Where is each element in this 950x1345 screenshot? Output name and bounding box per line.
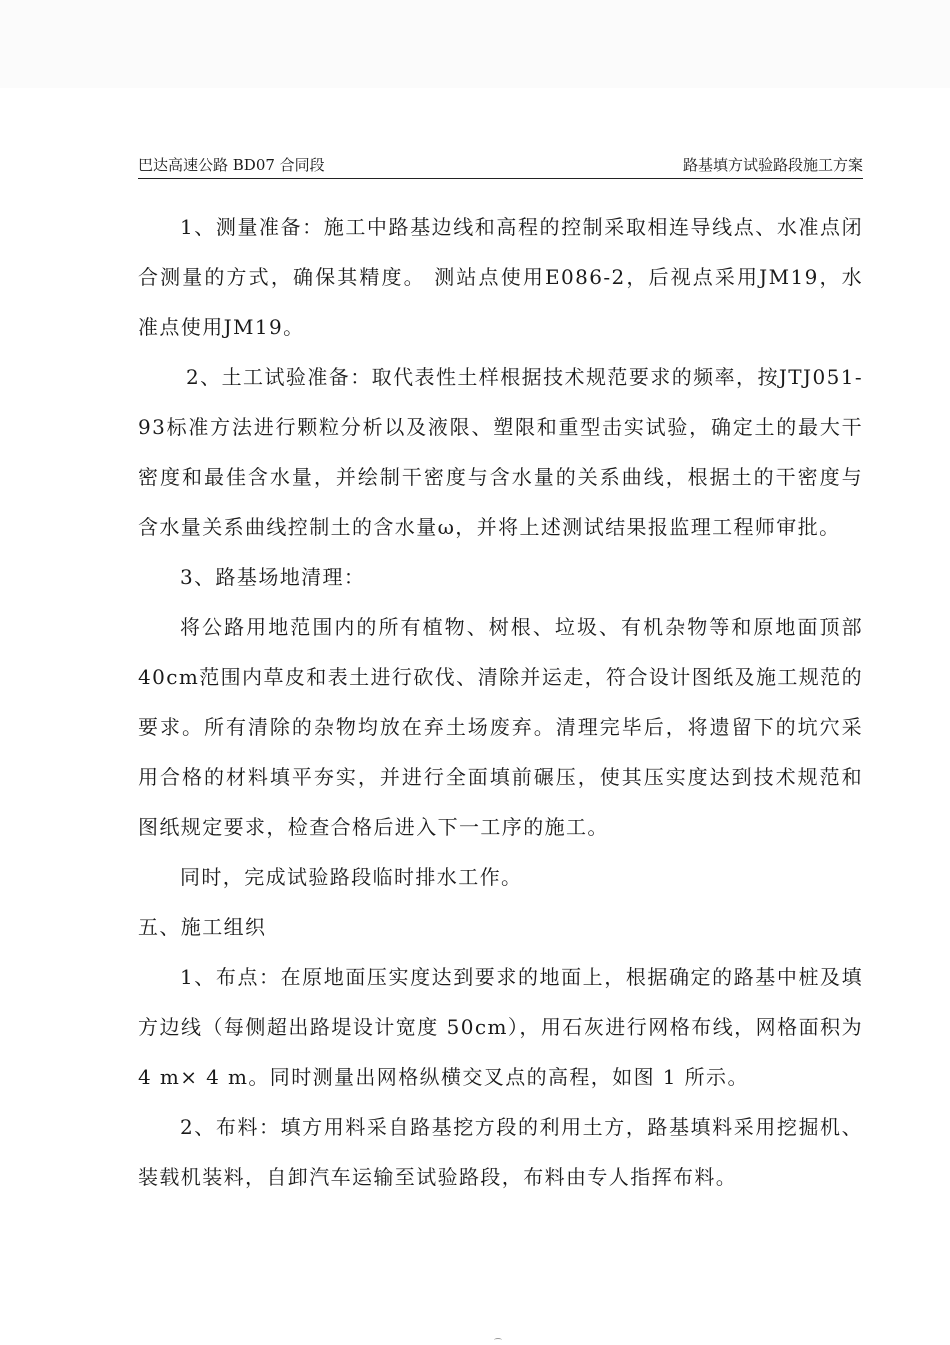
section-heading-construction-organization: 五、施工组织 [138,915,267,939]
page-number-mark [494,1338,502,1342]
document-body [138,202,863,1202]
paragraph-material-distribution: 2、布料：填方用料采自路基挖方段的利用土方，路基填料采用挖掘机、装载机装料，自卸汽车运输至试验路段，布料由专人指挥布料。 [138,1115,863,1189]
paragraph-site-clearing-body: 将公路用地范围内的所有植物、树根、垃圾、有机杂物等和原地面顶部40cm范围内草皮和表土进行砍伐、清除并运走，符合设计图纸及施工规范的要求。所有清除的杂物均放在弃土场废弃。清理完毕后，将遗留下的坑穴采用合格的材料填平夯实，并进行全面填前碾压，使其压实度达到技术规范和图纸规定要求，检查合格后进入下一工序的施工。 [138,615,863,839]
paragraph-soil-test-preparation: 2、土工试验准备：取代表性土样根据技术规范要求的频率，按JTJ051-93标准方法进行颗粒分析以及液限、塑限和重型击实试验，确定土的最大干密度和最佳含水量，并绘制干密度与含水量的关系曲线，根据土的干密度与含水量关系曲线控制土的含水量ω，并将上述测试结果报监理工程师审批。 [138,365,863,539]
page-top-margin [0,0,950,88]
header-document-title: 路基填方试验路段施工方案 [682,156,863,174]
paragraph-temporary-drainage: 同时，完成试验路段临时排水工作。 [180,865,523,889]
paragraph-survey-preparation: 1、测量准备：施工中路基边线和高程的控制采取相连导线点、水准点闭合测量的方式，确保其精度。 测站点使用E086-2，后视点采用JM19，水准点使用JM19。 [138,215,863,339]
paragraph-site-clearing-heading: 3、路基场地清理： [180,565,366,589]
paragraph-layout-points: 1、布点：在原地面压实度达到要求的地面上，根据确定的路基中桩及填方边线（每侧超出路堤设计宽度 50cm），用石灰进行网格布线，网格面积为 4 m× 4 m。同时测量出网格纵横交叉点的高程，如图 1 所示。 [138,965,863,1089]
page-header [138,152,863,179]
header-project-name: 巴达高速公路 BD07 合同段 [138,156,325,174]
